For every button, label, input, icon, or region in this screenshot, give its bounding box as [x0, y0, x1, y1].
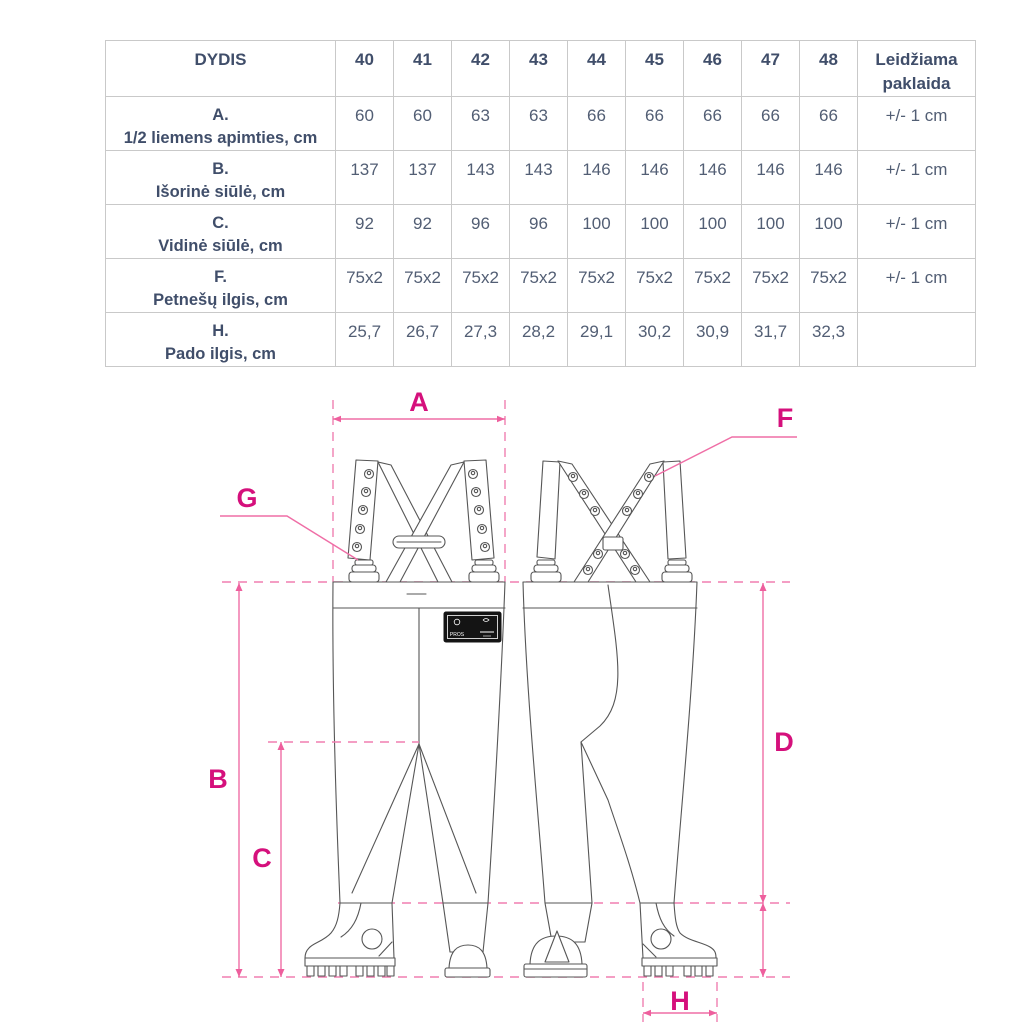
- table-cell: 146: [800, 151, 858, 205]
- tolerance-cell: [858, 313, 976, 367]
- strap-buckle-right: [469, 560, 499, 582]
- table-cell: 29,1: [568, 313, 626, 367]
- header-size-48: 48: [800, 41, 858, 97]
- table-cell: 146: [568, 151, 626, 205]
- table-cell: 60: [394, 97, 452, 151]
- strap-buckle-left: [349, 560, 379, 582]
- front-suspenders: [348, 460, 499, 582]
- table-cell: 66: [684, 97, 742, 151]
- table-cell: 66: [742, 97, 800, 151]
- table-cell: 137: [336, 151, 394, 205]
- table-cell: 100: [800, 205, 858, 259]
- table-cell: 146: [684, 151, 742, 205]
- boot-ankle-circle: [362, 929, 382, 949]
- table-row-h: [106, 313, 976, 367]
- wader-dimension-diagram: [0, 375, 1024, 1024]
- header-size-label: DYDIS: [106, 41, 336, 97]
- back-right-boot: [640, 903, 717, 976]
- table-cell: 75x2: [394, 259, 452, 313]
- brand-patch: [444, 612, 501, 642]
- back-body-outline: [523, 582, 697, 903]
- row-letter: A.: [212, 106, 229, 124]
- table-cell: 26,7: [394, 313, 452, 367]
- dimension-label-c: C: [252, 843, 272, 873]
- table-cell: 75x2: [336, 259, 394, 313]
- boot-treads: [644, 966, 713, 976]
- table-cell: 100: [742, 205, 800, 259]
- dimension-label-f: F: [776, 403, 794, 433]
- table-cell: 63: [510, 97, 568, 151]
- table-cell: 60: [336, 97, 394, 151]
- dimension-c: [278, 742, 285, 977]
- row-letter: B.: [212, 160, 229, 178]
- table-cell: 92: [394, 205, 452, 259]
- table-cell: 27,3: [452, 313, 510, 367]
- back-view-wader: [523, 461, 717, 977]
- table-cell: 31,7: [742, 313, 800, 367]
- table-cell: 75x2: [800, 259, 858, 313]
- table-cell: 75x2: [684, 259, 742, 313]
- row-name: Išorinė siūlė, cm: [155, 183, 286, 201]
- header-size-44: 44: [568, 41, 626, 97]
- row-name: 1/2 liemens apimties, cm: [123, 129, 318, 147]
- header-size-41: 41: [394, 41, 452, 97]
- table-cell: 63: [452, 97, 510, 151]
- reference-dashed-lines: [222, 400, 790, 1022]
- row-letter: F.: [214, 268, 227, 286]
- row-name: Petnešų ilgis, cm: [153, 291, 288, 309]
- table-cell: 96: [510, 205, 568, 259]
- table-cell: 75x2: [742, 259, 800, 313]
- back-suspenders: [531, 461, 692, 582]
- table-cell: 143: [510, 151, 568, 205]
- table-cell: 66: [800, 97, 858, 151]
- header-size-42: 42: [452, 41, 510, 97]
- tolerance-cell: +/- 1 cm: [858, 97, 976, 151]
- table-row-c: [106, 205, 976, 259]
- dimension-label-d: D: [774, 727, 794, 757]
- table-cell: 75x2: [510, 259, 568, 313]
- table-cell: 146: [626, 151, 684, 205]
- header-size-45: 45: [626, 41, 684, 97]
- table-cell: 75x2: [568, 259, 626, 313]
- table-row-a: [106, 97, 976, 151]
- header-size-43: 43: [510, 41, 568, 97]
- table-cell: 66: [626, 97, 684, 151]
- header-size-47: 47: [742, 41, 800, 97]
- table-cell: 92: [336, 205, 394, 259]
- table-cell: 25,7: [336, 313, 394, 367]
- table-cell: 30,9: [684, 313, 742, 367]
- table-cell: 100: [626, 205, 684, 259]
- front-right-boot: [443, 903, 490, 977]
- table-cell: 32,3: [800, 313, 858, 367]
- table-cell: 137: [394, 151, 452, 205]
- strap-buckle-right: [662, 560, 692, 582]
- table-cell: 100: [568, 205, 626, 259]
- dimension-d: [760, 583, 767, 977]
- dimension-b: [236, 583, 243, 977]
- table-cell: 75x2: [452, 259, 510, 313]
- row-name: Pado ilgis, cm: [165, 345, 276, 363]
- table-cell: 146: [742, 151, 800, 205]
- leader-g: [220, 516, 358, 560]
- suspender-slider: [603, 537, 623, 550]
- table-cell: 143: [452, 151, 510, 205]
- table-header-row: [106, 41, 976, 97]
- header-tolerance: Leidžiama paklaida: [858, 41, 976, 97]
- size-table: [105, 40, 958, 367]
- table-cell: 100: [684, 205, 742, 259]
- dimension-label-g: G: [236, 483, 258, 513]
- front-view-wader: [305, 460, 505, 977]
- table-cell: 30,2: [626, 313, 684, 367]
- back-left-boot: [524, 903, 592, 977]
- tolerance-cell: +/- 1 cm: [858, 151, 976, 205]
- table-row-f: [106, 259, 976, 313]
- row-letter: C.: [212, 214, 229, 232]
- dimension-label-h: H: [670, 986, 690, 1016]
- table-cell: 66: [568, 97, 626, 151]
- table-row-b: [106, 151, 976, 205]
- table-cell: 28,2: [510, 313, 568, 367]
- row-name: Vidinė siūlė, cm: [158, 237, 283, 255]
- tolerance-cell: +/- 1 cm: [858, 259, 976, 313]
- front-left-boot: [305, 903, 395, 976]
- patch-brand-text: PROS: [449, 632, 465, 638]
- tolerance-cell: +/- 1 cm: [858, 205, 976, 259]
- boot-treads: [307, 966, 394, 976]
- header-size-40: 40: [336, 41, 394, 97]
- header-size-46: 46: [684, 41, 742, 97]
- boot-ankle-circle: [651, 929, 671, 949]
- dimension-label-a: A: [409, 387, 429, 417]
- row-letter: H.: [212, 322, 229, 340]
- wader-diagram-svg: [0, 375, 1024, 1024]
- table-cell: 75x2: [626, 259, 684, 313]
- strap-buckle-left: [531, 560, 561, 582]
- dimension-label-b: B: [208, 764, 228, 794]
- table-cell: 96: [452, 205, 510, 259]
